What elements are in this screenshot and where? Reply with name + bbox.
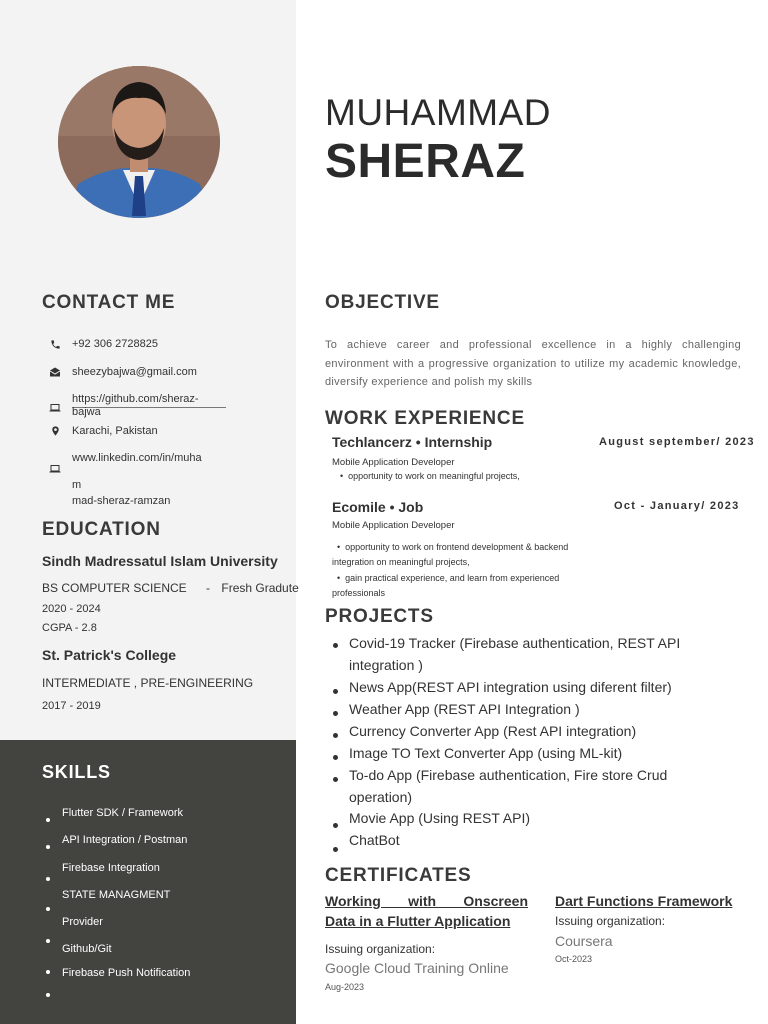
edu-years-1: 2020 - 2024	[42, 603, 101, 615]
location-pin-icon	[48, 424, 62, 438]
job2-title: Ecomile • Job	[332, 499, 424, 515]
project-item: News App(REST API integration using diferent filter)	[349, 679, 672, 695]
objective-heading: OBJECTIVE	[325, 292, 440, 313]
job2-bullet-2: • gain practical experience, and learn from experienced professionals	[332, 571, 559, 601]
edu-degree-1-name: BS COMPUTER SCIENCE	[42, 581, 187, 595]
contact-location	[48, 423, 158, 439]
project-6-line-a: To-do App (Firebase authentication, Fire store Crud	[349, 767, 668, 783]
edu-degree-1-status: Fresh Gradute	[221, 581, 299, 595]
project-item	[349, 632, 680, 676]
project-1-line-b: integration )	[349, 657, 423, 673]
phone-icon	[48, 337, 62, 351]
email-link[interactable]: sheezybajwa@gmail.com	[72, 366, 197, 378]
job2-bullet-2b: professionals	[332, 588, 386, 598]
contact-github	[48, 391, 226, 420]
objective-text: To achieve career and professional excellence in a highly challenging environment with a progressive organization to utilize my academic knowledge, diversify experience and polish my skills	[325, 339, 741, 388]
edu-degree-1-sep: -	[206, 581, 211, 595]
project-bullet	[333, 777, 338, 782]
project-bullet	[333, 643, 338, 648]
skill-bullet	[46, 845, 50, 849]
project-1-line-a: Covid-19 Tracker (Firebase authentication, REST API	[349, 635, 681, 651]
project-bullet	[333, 847, 338, 852]
work-heading: WORK EXPERIENCE	[325, 408, 525, 429]
cert2-date: Oct-2023	[555, 954, 593, 964]
job1-role: Mobile Application Developer	[332, 457, 455, 468]
cert1-title-line-a[interactable]: Working with Onscreen	[325, 893, 528, 909]
project-bullet	[333, 733, 338, 738]
job2-bullet-2a: gain practical experience, and learn from experienced	[345, 573, 560, 583]
cert1-date: Aug-2023	[325, 982, 365, 992]
job1-title: Techlancerz • Internship	[332, 434, 493, 450]
project-bullet	[333, 755, 338, 760]
edu-degree-2: INTERMEDIATE , PRE-ENGINEERING	[42, 676, 254, 690]
project-bullet	[333, 689, 338, 694]
cert2-org: Coursera	[555, 933, 613, 949]
github-line-1: https://github.com/sheraz-	[72, 391, 226, 408]
skill-item: Flutter SDK / Framework	[62, 807, 184, 819]
certificates-heading: CERTIFICATES	[325, 865, 472, 886]
project-item: Movie App (Using REST API)	[349, 810, 531, 826]
edu-cgpa-1: CGPA - 2.8	[42, 622, 97, 634]
last-name: SHERAZ	[325, 135, 526, 188]
cert1-org: Google Cloud Training Online	[325, 960, 509, 976]
skill-bullet	[46, 939, 50, 943]
job1-date: August september/ 2023	[599, 436, 755, 448]
project-item: Currency Converter App (Rest API integration)	[349, 723, 637, 739]
cert2-label: Issuing organization:	[555, 914, 666, 928]
job2-bullet-1a: opportunity to work on frontend development & backend	[345, 542, 569, 552]
skill-bullet	[46, 907, 50, 911]
skill-item: Github/Git	[62, 943, 112, 955]
cert1-title-line-b[interactable]: Data in a Flutter Application	[325, 913, 511, 929]
linkedin-link[interactable]	[72, 450, 202, 509]
github-line-2: bajwa	[72, 406, 101, 418]
contact-phone	[48, 336, 158, 352]
contact-heading: CONTACT ME	[42, 292, 176, 313]
first-name: MUHAMMAD	[325, 92, 551, 133]
skill-bullet	[46, 993, 50, 997]
profile-photo	[58, 66, 220, 218]
job2-bullet-1b: integration on meaningful projects,	[332, 557, 470, 567]
skill-bullet	[46, 877, 50, 881]
job1-bullet-text: opportunity to work on meaningful projects,	[348, 471, 520, 481]
skill-bullet	[46, 970, 50, 974]
email-icon	[48, 365, 62, 379]
edu-years-2: 2017 - 2019	[42, 700, 101, 712]
edu-degree-1	[42, 581, 299, 595]
skill-item: API Integration / Postman	[62, 834, 188, 846]
project-item: Weather App (REST API Integration )	[349, 701, 580, 717]
contact-linkedin	[48, 450, 202, 509]
job2-bullet-1: • opportunity to work on frontend development & backend integration on meaningful projects,	[332, 540, 568, 570]
linkedin-line-3: mad-sheraz-ramzan	[72, 495, 171, 507]
job1-bullet: • opportunity to work on meaningful projects,	[340, 471, 520, 481]
linkedin-line-1: www.linkedin.com/in/muha	[72, 452, 202, 464]
skill-bullet	[46, 818, 50, 822]
github-link[interactable]	[72, 391, 226, 420]
skill-item: Provider	[62, 916, 103, 928]
laptop-icon	[48, 401, 62, 415]
education-heading: EDUCATION	[42, 519, 161, 540]
skill-item: Firebase Push Notification	[62, 967, 191, 979]
laptop-icon	[48, 462, 62, 476]
job2-date: Oct - January/ 2023	[614, 500, 740, 512]
skill-item: Firebase Integration	[62, 862, 160, 874]
location-text: Karachi, Pakistan	[72, 425, 158, 437]
skills-heading: SKILLS	[42, 762, 111, 782]
edu-university-1: Sindh Madressatul Islam University	[42, 553, 278, 569]
project-item: ChatBot	[349, 832, 400, 848]
project-item: Image TO Text Converter App (using ML-kit)	[349, 745, 623, 761]
project-item	[349, 764, 667, 808]
project-6-line-b: operation)	[349, 789, 413, 805]
project-bullet	[333, 823, 338, 828]
cert2-title[interactable]: Dart Functions Framework	[555, 893, 733, 909]
skill-item: STATE MANAGMENT	[62, 889, 171, 901]
project-bullet	[333, 711, 338, 716]
job2-role: Mobile Application Developer	[332, 520, 455, 531]
phone-text: +92 306 2728825	[72, 338, 158, 350]
edu-college-2: St. Patrick's College	[42, 647, 177, 663]
cert1-label: Issuing organization:	[325, 942, 436, 956]
projects-heading: PROJECTS	[325, 606, 434, 627]
contact-email	[48, 364, 197, 380]
linkedin-line-2: m	[72, 479, 82, 491]
